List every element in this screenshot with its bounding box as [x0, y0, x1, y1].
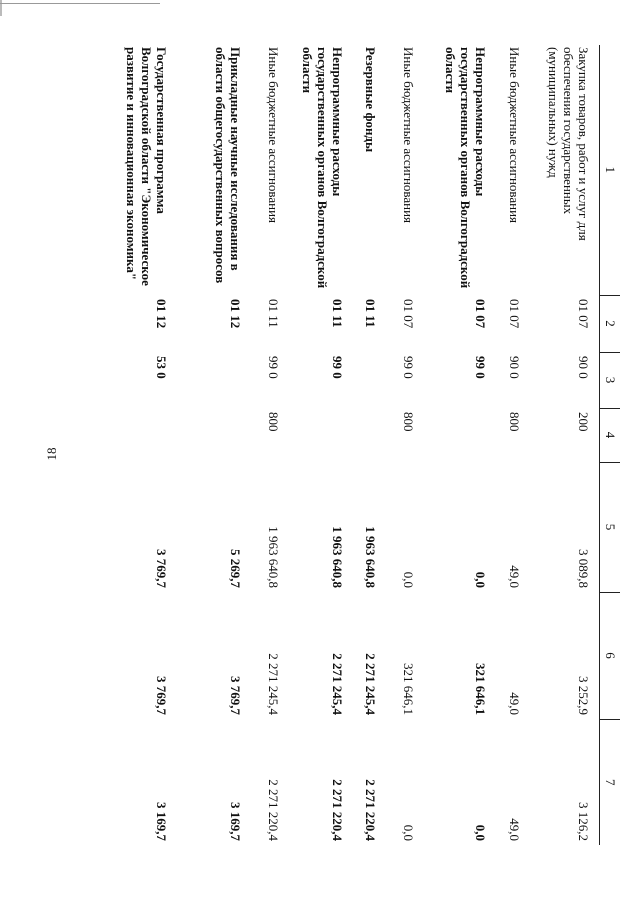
row-value-5: 3 769,7 — [154, 549, 169, 588]
row-value-6: 2 271 245,4 — [363, 653, 378, 715]
row-section: 01 12 — [228, 299, 243, 329]
row-value-6: 3 769,7 — [154, 676, 169, 715]
table-row — [289, 45, 353, 845]
row-value-7: 49,0 — [507, 818, 522, 841]
header-col-3: 3 — [600, 352, 621, 408]
row-name: Иные бюджетные ассигнования — [266, 47, 281, 224]
row-value-6: 3 252,9 — [576, 676, 591, 715]
row-section: 01 07 — [507, 299, 522, 329]
row-value-7: 2 271 220,4 — [363, 779, 378, 841]
row-type: 200 — [576, 412, 591, 432]
table-row — [386, 45, 424, 845]
row-type — [353, 408, 386, 462]
row-name: Иные бюджетные ассигнования — [401, 47, 416, 224]
row-value-5: 0,0 — [401, 571, 416, 588]
header-col-4: 4 — [600, 408, 621, 462]
row-value-6: 321 646,1 — [473, 663, 488, 715]
row-value-5: 49,0 — [507, 565, 522, 588]
row-name: Резервные фонды — [363, 47, 378, 153]
row-type: 800 — [507, 412, 522, 432]
row-section: 01 11 — [266, 299, 281, 328]
table-row — [496, 45, 530, 845]
row-value-5: 5 269,7 — [228, 549, 243, 588]
row-value-5: 3 089,8 — [576, 549, 591, 588]
row-value-7: 3 169,7 — [154, 802, 169, 841]
row-type — [289, 408, 353, 462]
row-type: 800 — [266, 412, 281, 432]
row-name: Прикладные научные исследования в области общегосударственных вопросов — [213, 47, 243, 284]
budget-table — [97, 45, 620, 845]
row-program: 53 0 — [154, 356, 169, 379]
row-program: 99 0 — [266, 356, 281, 379]
row-value-5: 1 963 640,8 — [330, 526, 345, 588]
row-value-7: 2 271 220,4 — [266, 779, 281, 841]
row-program — [177, 352, 251, 408]
row-type: 800 — [401, 412, 416, 432]
row-type — [97, 408, 177, 462]
row-section: 01 07 — [401, 299, 416, 329]
row-name: Закупка товаров, работ и услуг для обеспечения государственных (муниципальных) нужд — [546, 47, 591, 241]
row-program: 90 0 — [576, 356, 591, 379]
row-program — [353, 352, 386, 408]
row-value-6: 2 271 245,4 — [330, 653, 345, 715]
row-name: Непрограммные расходы государственных органов Волгоградской области — [300, 47, 345, 289]
rotated-page-content — [70, 45, 620, 845]
row-value-7: 3 169,7 — [228, 802, 243, 841]
row-name: Иные бюджетные ассигнования — [507, 47, 522, 224]
row-section: 01 12 — [154, 299, 169, 329]
row-program: 99 0 — [473, 356, 488, 379]
row-section: 01 11 — [363, 299, 378, 328]
row-section: 01 11 — [330, 299, 345, 328]
header-col-5: 5 — [600, 462, 621, 592]
page-number: 18 — [44, 447, 59, 461]
table-row — [424, 45, 496, 845]
row-value-6: 321 646,1 — [401, 663, 416, 715]
table-row — [97, 45, 177, 845]
row-program: 90 0 — [507, 356, 522, 379]
row-value-7: 0,0 — [473, 824, 488, 841]
row-value-7: 3 126,2 — [576, 802, 591, 841]
header-col-1: 1 — [600, 45, 621, 295]
row-value-5: 0,0 — [473, 571, 488, 588]
header-col-7: 7 — [600, 719, 621, 845]
row-value-6: 3 769,7 — [228, 676, 243, 715]
table-row — [530, 45, 600, 845]
row-name: Государственная программа Волгоградской области "Экономическое развитие и инновационная экономика" — [124, 47, 169, 286]
row-value-6: 49,0 — [507, 692, 522, 715]
table-header-row — [600, 45, 621, 845]
scan-top-line — [0, 3, 160, 4]
row-section: 01 07 — [473, 299, 488, 329]
row-type — [424, 408, 496, 462]
row-value-5: 1 963 640,8 — [363, 526, 378, 588]
table-row — [177, 45, 251, 845]
row-value-6: 2 271 245,4 — [266, 653, 281, 715]
row-program: 99 0 — [401, 356, 416, 379]
header-col-2: 2 — [600, 295, 621, 352]
table-row — [353, 45, 386, 845]
header-col-6: 6 — [600, 592, 621, 719]
row-section: 01 07 — [576, 299, 591, 329]
row-program: 99 0 — [330, 356, 345, 379]
row-value-5: 1 963 640,8 — [266, 526, 281, 588]
row-value-7: 0,0 — [401, 824, 416, 841]
table-row — [251, 45, 289, 845]
row-value-7: 2 271 220,4 — [330, 779, 345, 841]
row-type — [177, 408, 251, 462]
row-name: Непрограммные расходы государственных органов Волгоградской области — [443, 47, 488, 289]
